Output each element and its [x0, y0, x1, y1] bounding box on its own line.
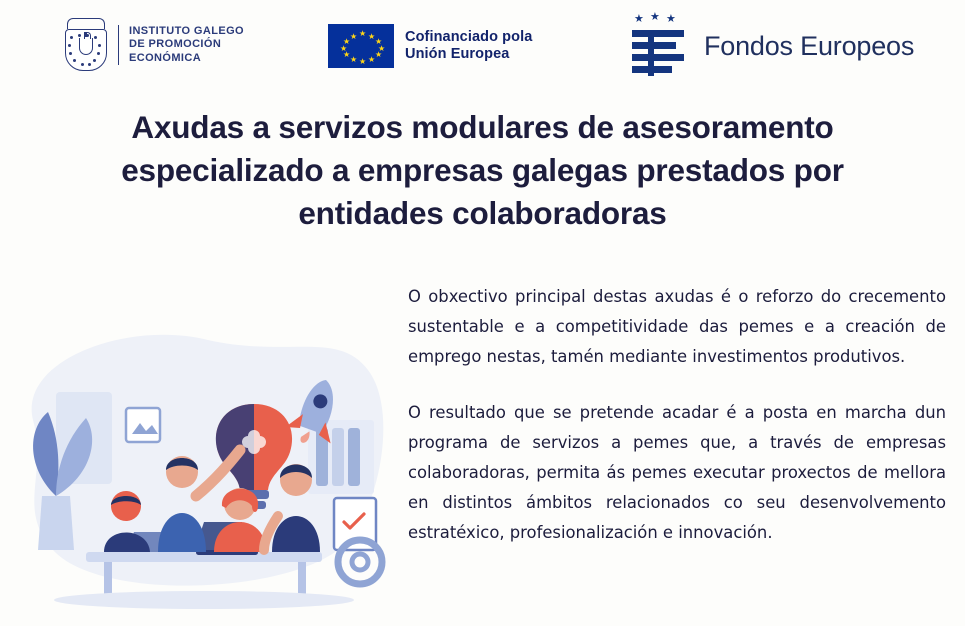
eu-flag-icon: ★ ★ ★ ★ ★ ★ ★ ★ ★ ★ ★ ★: [328, 24, 394, 68]
paragraph-1: O obxectivo principal destas axudas é o reforzo do crecemento sustentable e a competitividade das pemes e a creación de emprego nestas, tamén mediante investimentos produtivos.: [408, 287, 946, 366]
xunta-shield-icon: [62, 18, 108, 72]
igape-text-line2: DE PROMOCIÓN: [129, 38, 222, 51]
page-title-line1: Axudas a servizos modulares de asesoramento: [131, 109, 834, 145]
page-title-line2: especializado a empresas galegas prestados por: [121, 152, 844, 188]
body-text: [408, 282, 946, 548]
igape-logo-text: [118, 25, 244, 66]
igape-text-line1: INSTITUTO GALEGO: [129, 24, 244, 37]
igape-text-line3: ECONÓMICA: [129, 51, 202, 64]
igape-logo: [62, 18, 244, 72]
page-title: [40, 106, 925, 235]
eu-logo-text: [405, 29, 532, 63]
paragraph-2: O resultado que se pretende acadar é a posta en marcha dun programa de servizos a pemes que, a través de empresas colaboradoras, permita ás pemes executar proxectos de mellora en distintos ámbitos relacionados co seu desenvolvemento estratéxico, profesionalización e innovación.: [408, 403, 946, 542]
fondos-europeos-label: Fondos Europeos: [704, 30, 915, 61]
eu-text-line2: Unión Europea: [405, 46, 510, 62]
teamwork-illustration: [8, 300, 400, 610]
fondos-europeos-mark-icon: ★ ★ ★: [620, 14, 692, 78]
page-title-line3: entidades colaboradoras: [298, 195, 667, 231]
eu-text-line1: Cofinanciado pola: [405, 29, 533, 45]
logo-bar: [0, 8, 965, 86]
fondos-europeos-logo: [620, 11, 915, 78]
european-union-logo: [328, 24, 532, 68]
